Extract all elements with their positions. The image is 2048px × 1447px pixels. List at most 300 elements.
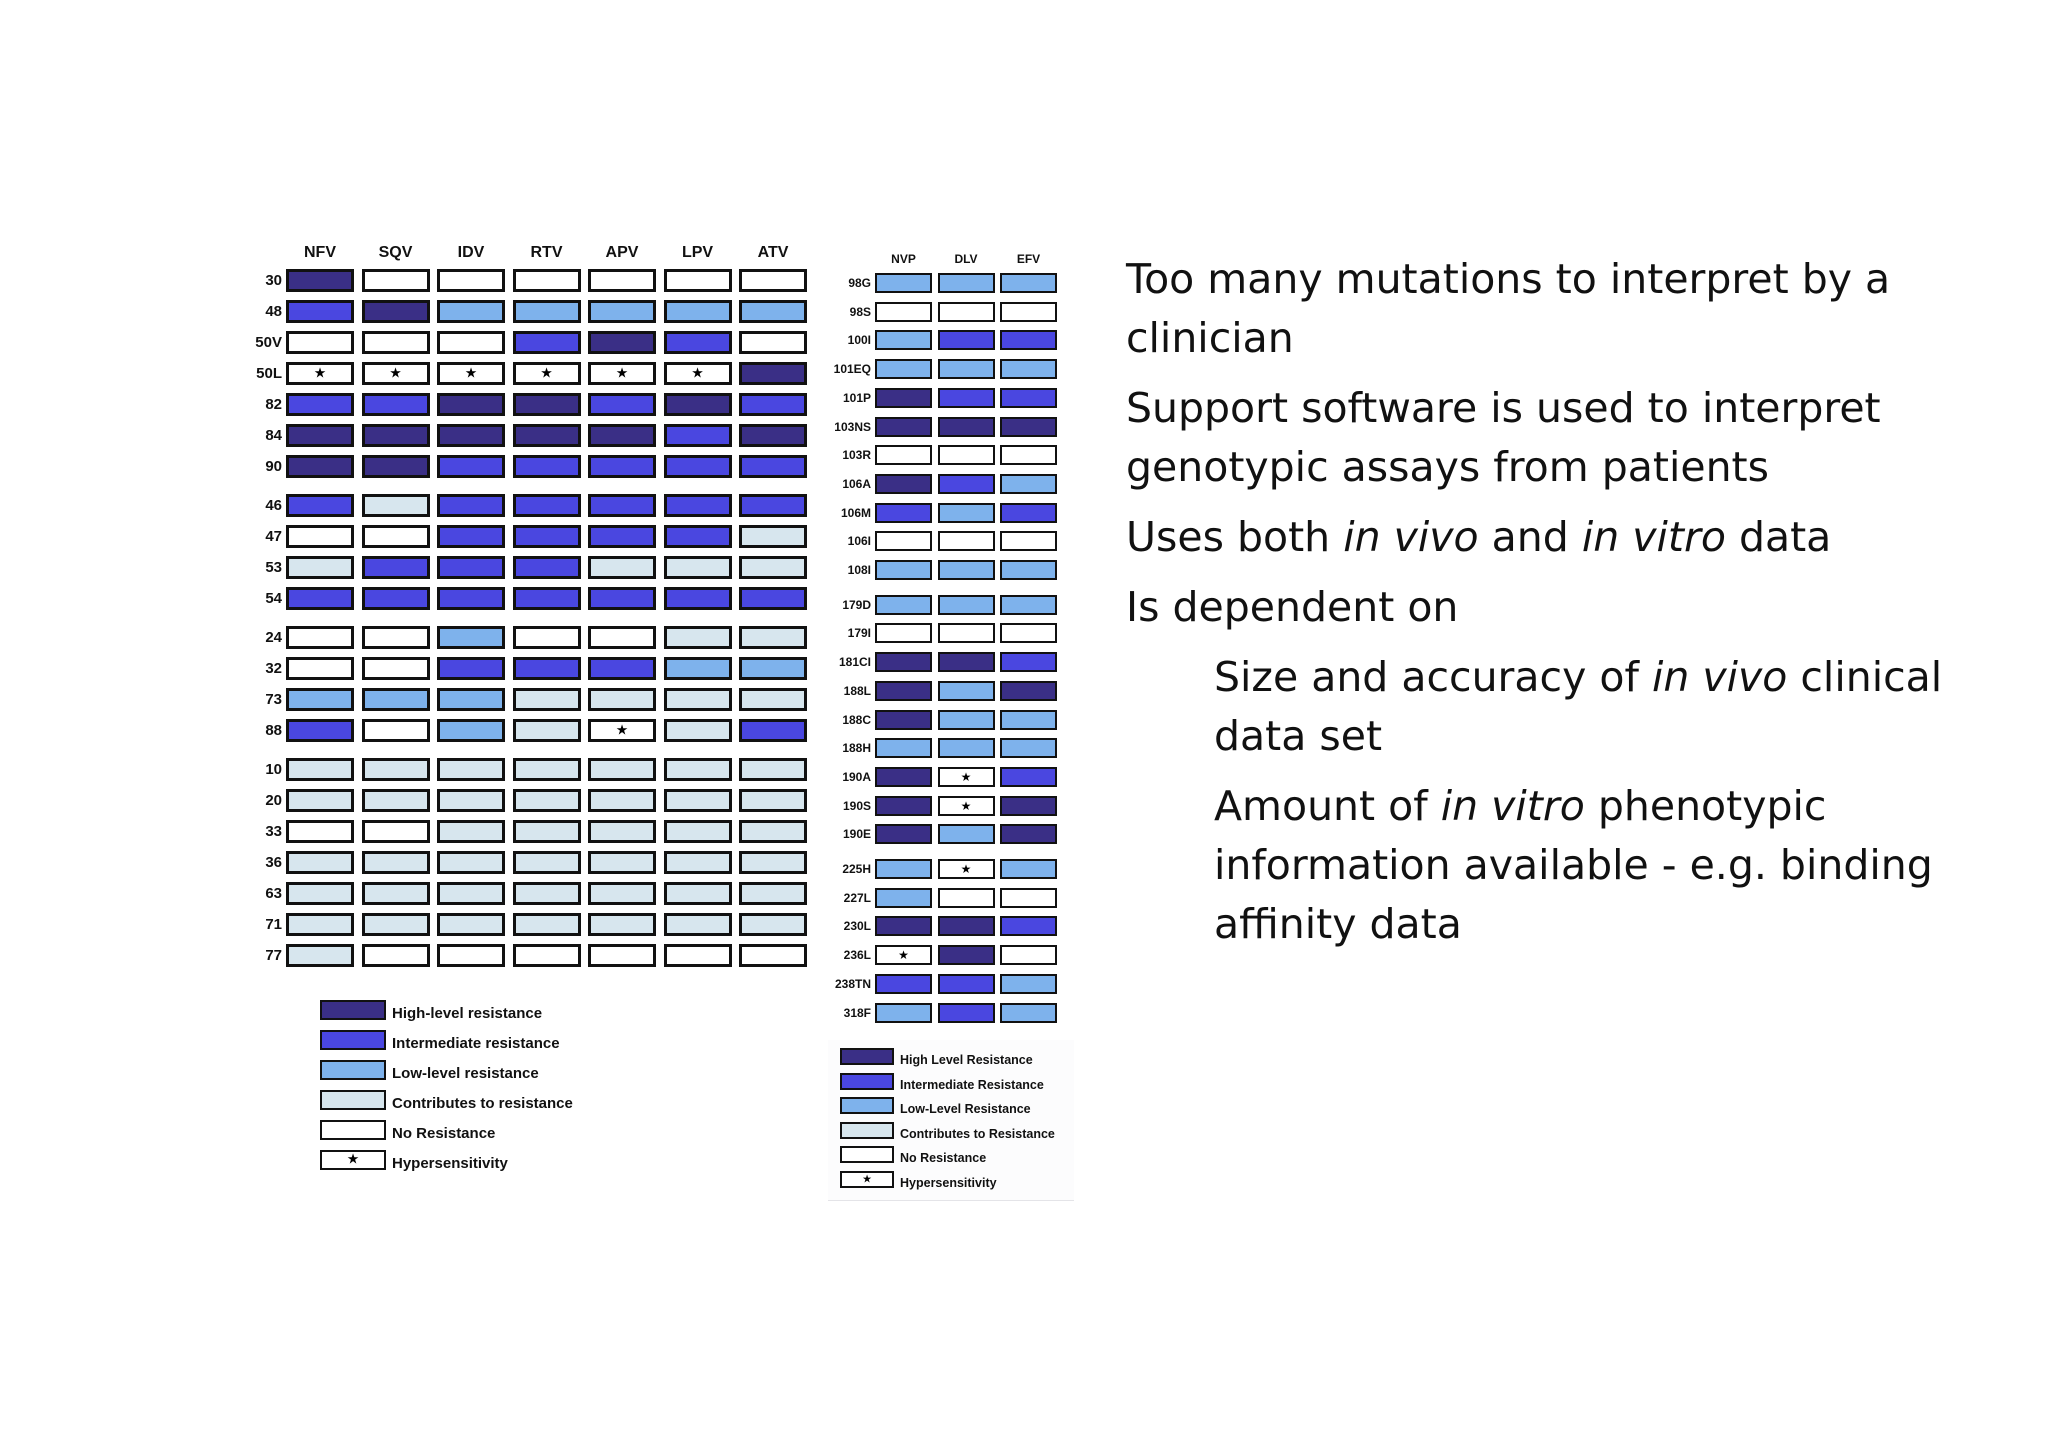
heatmap-cell bbox=[875, 888, 932, 908]
sub-bullet-item bbox=[1214, 777, 2006, 954]
heatmap-cell bbox=[437, 789, 505, 812]
heatmap-cell bbox=[362, 882, 430, 905]
heatmap-cell bbox=[513, 944, 581, 967]
row-label: 103NS bbox=[834, 419, 871, 434]
heatmap-cell bbox=[1000, 623, 1057, 643]
row-label: 71 bbox=[265, 916, 282, 933]
heatmap-cell bbox=[739, 269, 807, 292]
heatmap-cell bbox=[938, 681, 995, 701]
legend-swatch bbox=[320, 1120, 386, 1140]
italic-text: in vivo bbox=[1651, 653, 1788, 701]
heatmap-cell bbox=[875, 330, 932, 350]
bullet-text: Support software is used to interpret genotypic assays from patients bbox=[1126, 384, 1881, 491]
bullet-text: Size and accuracy of bbox=[1214, 653, 1652, 701]
heatmap-cell bbox=[938, 945, 995, 965]
row-label: 63 bbox=[265, 885, 282, 902]
heatmap-cell bbox=[938, 888, 995, 908]
heatmap-cell bbox=[875, 359, 932, 379]
heatmap-cell bbox=[875, 974, 932, 994]
row-label: 227L bbox=[843, 890, 871, 905]
row-label: 101P bbox=[842, 390, 871, 405]
heatmap-cell bbox=[875, 595, 932, 615]
nnrti-resistance-heatmap bbox=[825, 248, 1070, 1033]
heatmap-cell bbox=[437, 494, 505, 517]
legend-swatch bbox=[840, 1073, 894, 1090]
heatmap-cell bbox=[588, 626, 656, 649]
hypersensitivity-star-icon: ★ bbox=[389, 365, 402, 382]
pi-resistance-heatmap bbox=[240, 238, 820, 978]
row-label: 32 bbox=[265, 660, 282, 677]
heatmap-cell bbox=[739, 913, 807, 936]
legend-label: No Resistance bbox=[900, 1151, 987, 1165]
heatmap-cell bbox=[588, 300, 656, 323]
heatmap-cell bbox=[1000, 560, 1057, 580]
heatmap-cell bbox=[437, 556, 505, 579]
bullet-text: Too many mutations to interpret by a clinician bbox=[1126, 255, 1891, 362]
heatmap-cell bbox=[938, 652, 995, 672]
heatmap-cell bbox=[938, 273, 995, 293]
heatmap-cell bbox=[664, 525, 732, 548]
column-label: ATV bbox=[757, 244, 789, 261]
heatmap-cell bbox=[739, 525, 807, 548]
row-label: 90 bbox=[265, 458, 282, 475]
heatmap-cell bbox=[664, 820, 732, 843]
heatmap-cell bbox=[938, 859, 995, 879]
heatmap-cell bbox=[938, 710, 995, 730]
heatmap-cell bbox=[739, 688, 807, 711]
heatmap-cell bbox=[513, 758, 581, 781]
heatmap-cell bbox=[938, 1003, 995, 1023]
heatmap-cell bbox=[875, 445, 932, 465]
heatmap-cell bbox=[513, 587, 581, 610]
heatmap-cell bbox=[362, 851, 430, 874]
heatmap-cell bbox=[588, 820, 656, 843]
heatmap-cell bbox=[875, 824, 932, 844]
heatmap-cell bbox=[437, 913, 505, 936]
heatmap-cell bbox=[739, 820, 807, 843]
column-label: SQV bbox=[378, 244, 413, 261]
heatmap-cell bbox=[739, 362, 807, 385]
heatmap-cell bbox=[664, 913, 732, 936]
heatmap-cell bbox=[437, 269, 505, 292]
legend-item bbox=[320, 1060, 620, 1090]
heatmap-cell bbox=[739, 789, 807, 812]
heatmap-cell bbox=[664, 556, 732, 579]
heatmap-cell bbox=[739, 758, 807, 781]
heatmap-cell bbox=[664, 688, 732, 711]
heatmap-cell bbox=[1000, 417, 1057, 437]
heatmap-cell bbox=[588, 525, 656, 548]
heatmap-cell bbox=[1000, 445, 1057, 465]
heatmap-cell bbox=[1000, 974, 1057, 994]
legend-swatch bbox=[840, 1048, 894, 1065]
heatmap-cell bbox=[588, 424, 656, 447]
heatmap-cell bbox=[664, 719, 732, 742]
heatmap-cell bbox=[588, 362, 656, 385]
heatmap-cell bbox=[286, 758, 354, 781]
row-label: 181CI bbox=[838, 655, 871, 670]
heatmap-cell bbox=[513, 657, 581, 680]
heatmap-cell bbox=[664, 657, 732, 680]
row-label: 54 bbox=[265, 590, 282, 607]
heatmap-cell bbox=[938, 503, 995, 523]
hypersensitivity-star-icon: ★ bbox=[346, 1151, 360, 1168]
legend-label: High Level Resistance bbox=[900, 1053, 1033, 1067]
heatmap-cell bbox=[739, 393, 807, 416]
heatmap-cell bbox=[664, 758, 732, 781]
row-label: 101EQ bbox=[833, 362, 871, 377]
row-label: 188L bbox=[843, 683, 871, 698]
row-label: 103R bbox=[842, 448, 871, 463]
row-label: 98S bbox=[849, 304, 871, 319]
heatmap-cell bbox=[513, 626, 581, 649]
italic-text: in vitro bbox=[1440, 782, 1585, 830]
heatmap-cell bbox=[362, 556, 430, 579]
heatmap-cell bbox=[1000, 652, 1057, 672]
heatmap-cell bbox=[739, 424, 807, 447]
row-label: 190A bbox=[842, 769, 871, 784]
row-label: 48 bbox=[265, 303, 282, 320]
row-label: 230L bbox=[843, 919, 871, 934]
row-label: 106I bbox=[847, 534, 871, 549]
legend-item bbox=[840, 1146, 1080, 1171]
heatmap-cell bbox=[1000, 359, 1057, 379]
row-label: 30 bbox=[265, 272, 282, 289]
heatmap-cell bbox=[739, 851, 807, 874]
heatmap-cell bbox=[1000, 710, 1057, 730]
heatmap-cell bbox=[286, 494, 354, 517]
legend-item bbox=[320, 1030, 620, 1060]
legend-label: Contributes to Resistance bbox=[900, 1126, 1055, 1141]
heatmap-cell bbox=[513, 789, 581, 812]
heatmap-cell bbox=[513, 820, 581, 843]
heatmap-cell bbox=[1000, 531, 1057, 551]
heatmap-cell bbox=[875, 859, 932, 879]
heatmap-cell bbox=[739, 331, 807, 354]
row-label: 84 bbox=[265, 427, 282, 444]
row-label: 20 bbox=[265, 792, 282, 809]
heatmap-cell bbox=[875, 945, 932, 965]
hypersensitivity-star-icon: ★ bbox=[540, 365, 553, 382]
heatmap-cell bbox=[437, 719, 505, 742]
heatmap-cell bbox=[286, 455, 354, 478]
heatmap-cell bbox=[938, 738, 995, 758]
heatmap-cell bbox=[362, 820, 430, 843]
heatmap-cell bbox=[739, 944, 807, 967]
heatmap-cell bbox=[739, 882, 807, 905]
heatmap-cell bbox=[938, 623, 995, 643]
heatmap-cell bbox=[938, 531, 995, 551]
heatmap-cell bbox=[286, 424, 354, 447]
row-label: 188H bbox=[842, 741, 871, 756]
legend-item bbox=[320, 1000, 620, 1030]
heatmap-cell bbox=[739, 657, 807, 680]
heatmap-cell bbox=[437, 300, 505, 323]
bullet-item bbox=[1126, 379, 2006, 497]
heatmap-cell bbox=[362, 269, 430, 292]
row-label: 318F bbox=[843, 1005, 871, 1020]
legend-swatch bbox=[320, 1030, 386, 1050]
heatmap-cell bbox=[286, 719, 354, 742]
row-label: 190E bbox=[842, 827, 871, 842]
heatmap-cell bbox=[588, 331, 656, 354]
heatmap-cell bbox=[513, 851, 581, 874]
heatmap-cell bbox=[938, 302, 995, 322]
bullet-text: Amount of bbox=[1214, 782, 1441, 830]
heatmap-cell bbox=[513, 331, 581, 354]
legend-label: Low-Level Resistance bbox=[900, 1102, 1031, 1116]
heatmap-cell bbox=[437, 657, 505, 680]
row-label: 33 bbox=[265, 823, 282, 840]
heatmap-cell bbox=[1000, 859, 1057, 879]
pi-legend bbox=[320, 1000, 620, 1180]
legend-swatch bbox=[840, 1146, 894, 1163]
heatmap-cell bbox=[664, 587, 732, 610]
bullet-text: Is dependent on bbox=[1126, 583, 1459, 631]
heatmap-cell bbox=[875, 738, 932, 758]
heatmap-cell bbox=[437, 525, 505, 548]
heatmap-cell bbox=[938, 560, 995, 580]
heatmap-cell bbox=[362, 657, 430, 680]
heatmap-cell bbox=[938, 595, 995, 615]
heatmap-cell bbox=[1000, 945, 1057, 965]
legend-label: Contributes to resistance bbox=[392, 1095, 573, 1112]
row-label: 108I bbox=[847, 563, 871, 577]
heatmap-cell bbox=[875, 474, 932, 494]
heatmap-cell bbox=[513, 719, 581, 742]
heatmap-cell bbox=[286, 393, 354, 416]
heatmap-cell bbox=[513, 882, 581, 905]
legend-label: Low-level resistance bbox=[392, 1065, 539, 1082]
legend-item bbox=[840, 1073, 1080, 1098]
heatmap-cell bbox=[362, 587, 430, 610]
heatmap-cell bbox=[513, 494, 581, 517]
row-label: 36 bbox=[265, 854, 282, 871]
heatmap-cell bbox=[286, 587, 354, 610]
heatmap-cell bbox=[938, 445, 995, 465]
legend-swatch bbox=[840, 1171, 894, 1188]
legend-label: Intermediate Resistance bbox=[900, 1077, 1044, 1092]
row-label: 82 bbox=[265, 396, 282, 413]
italic-text: in vitro bbox=[1581, 513, 1726, 561]
heatmap-cell bbox=[362, 362, 430, 385]
heatmap-cell bbox=[286, 362, 354, 385]
heatmap-cell bbox=[875, 273, 932, 293]
row-label: 106M bbox=[840, 505, 871, 520]
heatmap-cell bbox=[739, 719, 807, 742]
heatmap-cell bbox=[664, 362, 732, 385]
hypersensitivity-star-icon: ★ bbox=[862, 1172, 872, 1186]
heatmap-cell bbox=[1000, 888, 1057, 908]
heatmap-cell bbox=[588, 851, 656, 874]
heatmap-cell bbox=[286, 525, 354, 548]
bullet-item bbox=[1126, 250, 2006, 368]
bullet-text-panel bbox=[1126, 250, 2006, 965]
row-label: 88 bbox=[265, 722, 282, 739]
heatmap-cell bbox=[588, 789, 656, 812]
bullet-item bbox=[1126, 508, 2006, 567]
heatmap-cell bbox=[938, 916, 995, 936]
heatmap-cell bbox=[362, 758, 430, 781]
heatmap-cell bbox=[362, 300, 430, 323]
heatmap-cell bbox=[286, 626, 354, 649]
heatmap-cell bbox=[362, 494, 430, 517]
heatmap-cell bbox=[1000, 767, 1057, 787]
column-label: EFV bbox=[1016, 252, 1041, 266]
row-label: 47 bbox=[265, 528, 282, 545]
heatmap-cell bbox=[875, 796, 932, 816]
row-label: 179D bbox=[842, 597, 871, 612]
heatmap-cell bbox=[664, 626, 732, 649]
heatmap-cell bbox=[938, 824, 995, 844]
row-label: 179I bbox=[847, 626, 871, 641]
column-label: IDV bbox=[457, 244, 485, 261]
heatmap-cell bbox=[286, 269, 354, 292]
heatmap-cell bbox=[875, 388, 932, 408]
heatmap-cell bbox=[875, 767, 932, 787]
heatmap-cell bbox=[588, 587, 656, 610]
heatmap-cell bbox=[437, 688, 505, 711]
heatmap-cell bbox=[938, 417, 995, 437]
heatmap-cell bbox=[513, 688, 581, 711]
hypersensitivity-star-icon: ★ bbox=[960, 769, 972, 784]
heatmap-cell bbox=[513, 300, 581, 323]
heatmap-cell bbox=[664, 300, 732, 323]
column-label: APV bbox=[605, 244, 639, 261]
hypersensitivity-star-icon: ★ bbox=[898, 947, 909, 962]
row-label: 53 bbox=[265, 559, 282, 576]
heatmap-cell bbox=[286, 944, 354, 967]
heatmap-cell bbox=[437, 393, 505, 416]
legend-label: Hypersensitivity bbox=[900, 1175, 997, 1190]
legend-item bbox=[840, 1048, 1080, 1073]
heatmap-cell bbox=[437, 820, 505, 843]
heatmap-cell bbox=[664, 424, 732, 447]
legend-item bbox=[840, 1171, 1080, 1196]
heatmap-cell bbox=[588, 455, 656, 478]
heatmap-cell bbox=[588, 688, 656, 711]
heatmap-cell bbox=[362, 688, 430, 711]
heatmap-cell bbox=[739, 494, 807, 517]
heatmap-cell bbox=[437, 882, 505, 905]
heatmap-cell bbox=[513, 393, 581, 416]
heatmap-cell bbox=[513, 556, 581, 579]
heatmap-cell bbox=[362, 424, 430, 447]
heatmap-cell bbox=[286, 882, 354, 905]
heatmap-cell bbox=[286, 820, 354, 843]
heatmap-cell bbox=[362, 913, 430, 936]
heatmap-cell bbox=[362, 719, 430, 742]
heatmap-cell bbox=[437, 851, 505, 874]
row-label: 238TN bbox=[834, 976, 871, 991]
heatmap-cell bbox=[1000, 302, 1057, 322]
legend-item bbox=[320, 1150, 620, 1180]
heatmap-cell bbox=[286, 556, 354, 579]
heatmap-cell bbox=[437, 944, 505, 967]
heatmap-cell bbox=[1000, 916, 1057, 936]
column-label: DLV bbox=[954, 252, 978, 266]
heatmap-cell bbox=[739, 626, 807, 649]
heatmap-cell bbox=[362, 525, 430, 548]
heatmap-cell bbox=[875, 503, 932, 523]
heatmap-cell bbox=[938, 974, 995, 994]
legend-swatch bbox=[320, 1090, 386, 1110]
heatmap-cell bbox=[875, 417, 932, 437]
heatmap-cell bbox=[286, 851, 354, 874]
hypersensitivity-star-icon: ★ bbox=[313, 365, 327, 382]
heatmap-cell bbox=[875, 531, 932, 551]
heatmap-cell bbox=[437, 362, 505, 385]
heatmap-cell bbox=[513, 525, 581, 548]
legend-swatch bbox=[320, 1150, 386, 1170]
row-label: 77 bbox=[265, 947, 282, 964]
heatmap-cell bbox=[938, 388, 995, 408]
heatmap-cell bbox=[362, 944, 430, 967]
legend-swatch bbox=[840, 1122, 894, 1139]
heatmap-cell bbox=[875, 1003, 932, 1023]
legend-swatch bbox=[320, 1000, 386, 1020]
legend-item bbox=[840, 1122, 1080, 1147]
heatmap-cell bbox=[1000, 824, 1057, 844]
heatmap-cell bbox=[875, 623, 932, 643]
row-label: 188C bbox=[842, 712, 871, 727]
legend-item bbox=[840, 1097, 1080, 1122]
bullet-text: clinical data set bbox=[1214, 653, 1943, 760]
heatmap-cell bbox=[588, 758, 656, 781]
heatmap-cell bbox=[362, 393, 430, 416]
heatmap-cell bbox=[1000, 738, 1057, 758]
bullet-text: Uses both bbox=[1126, 513, 1344, 561]
heatmap-cell bbox=[938, 767, 995, 787]
heatmap-cell bbox=[1000, 681, 1057, 701]
bullet-text: data bbox=[1725, 513, 1832, 561]
bullet-item bbox=[1126, 578, 2006, 637]
legend-swatch bbox=[320, 1060, 386, 1080]
heatmap-cell bbox=[588, 657, 656, 680]
column-label: RTV bbox=[530, 244, 563, 261]
heatmap-cell bbox=[875, 302, 932, 322]
heatmap-cell bbox=[362, 455, 430, 478]
legend-item bbox=[320, 1120, 620, 1150]
legend-swatch bbox=[840, 1097, 894, 1114]
heatmap-cell bbox=[588, 556, 656, 579]
heatmap-cell bbox=[664, 494, 732, 517]
heatmap-cell bbox=[938, 474, 995, 494]
heatmap-cell bbox=[286, 300, 354, 323]
heatmap-cell bbox=[1000, 388, 1057, 408]
heatmap-cell bbox=[1000, 474, 1057, 494]
heatmap-cell bbox=[437, 587, 505, 610]
heatmap-cell bbox=[664, 331, 732, 354]
heatmap-cell bbox=[588, 494, 656, 517]
heatmap-cell bbox=[513, 455, 581, 478]
heatmap-cell bbox=[875, 560, 932, 580]
heatmap-cell bbox=[362, 789, 430, 812]
hypersensitivity-star-icon: ★ bbox=[615, 722, 629, 739]
heatmap-cell bbox=[286, 657, 354, 680]
heatmap-cell bbox=[739, 455, 807, 478]
heatmap-cell bbox=[1000, 503, 1057, 523]
heatmap-cell bbox=[664, 789, 732, 812]
sub-bullet-item bbox=[1214, 648, 2006, 766]
heatmap-cell bbox=[1000, 273, 1057, 293]
row-label: 50V bbox=[255, 334, 282, 351]
heatmap-cell bbox=[437, 455, 505, 478]
row-label: 98G bbox=[848, 276, 871, 290]
column-label: NFV bbox=[304, 244, 336, 261]
heatmap-cell bbox=[513, 424, 581, 447]
row-label: 236L bbox=[843, 948, 871, 963]
